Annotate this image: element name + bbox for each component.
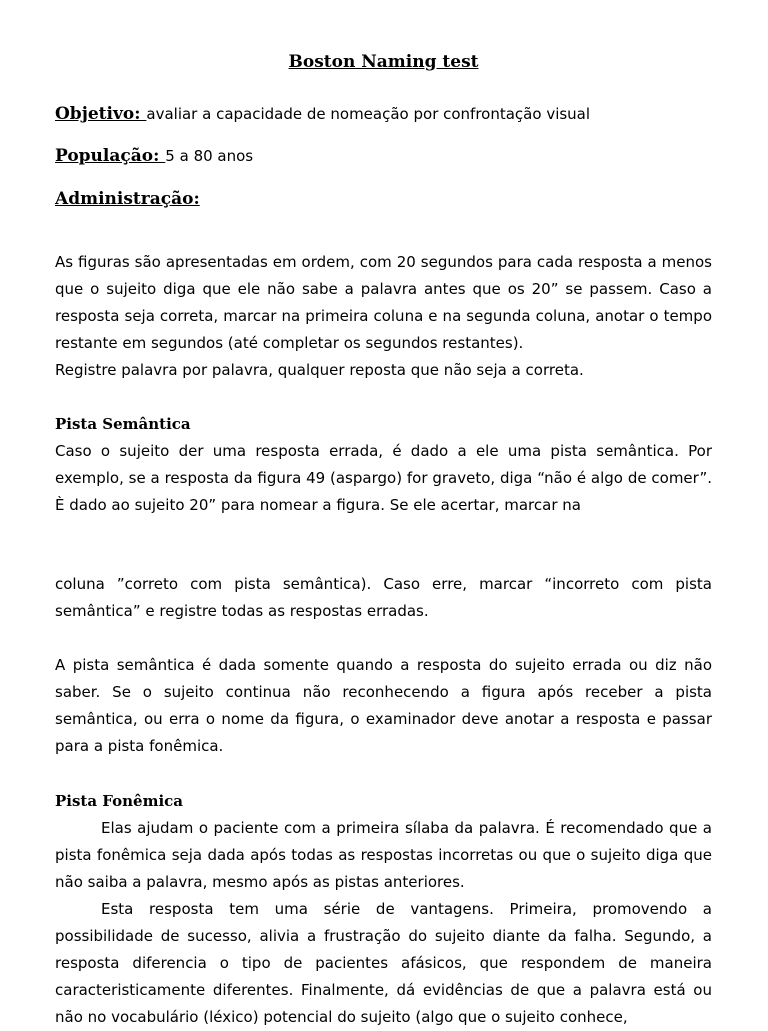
phonemic-cue-text bbox=[55, 815, 712, 1031]
semantic-cue-paragraph-2: A pista semântica é dada somente quando a resposta do sujeito errada ou diz não saber. Se o sujeito continua não reconhecendo a figura após receber a pista semântica, ou erra o nome da figura, o examinador deve anotar a resposta e passar para a pista fonêmica. bbox=[55, 656, 712, 755]
semantic-cue-paragraph-1b: coluna ”correto com pista semântica). Caso erre, marcar “incorreto com pista semântica” e registre todas as respostas erradas. bbox=[55, 575, 712, 620]
phonemic-cue-paragraph-2: Esta resposta tem uma série de vantagens. Primeira, promovendo a possibilidade de sucesso, alivia a frustração do sujeito diante da falha. Segundo, a resposta diferencia o tipo de pacientes afásicos, que respondem de maneira caracteristicamente diferentes. Finalmente, dá evidências de que a palavra está ou não no vocabulário (léxico) potencial do sujeito (algo que o sujeito conhece, bbox=[55, 900, 712, 1026]
objective-text: avaliar a capacidade de nomeação por confrontação visual bbox=[146, 105, 591, 123]
population-text: 5 a 80 anos bbox=[165, 147, 254, 165]
administration-text bbox=[55, 249, 712, 384]
document-title: Boston Naming test bbox=[288, 52, 479, 72]
semantic-cue-heading: Pista Semântica bbox=[55, 415, 191, 433]
population-label: População: bbox=[55, 146, 166, 166]
objective-label: Objetivo: bbox=[55, 104, 147, 124]
administration-heading bbox=[55, 189, 200, 209]
administration-paragraph: As figuras são apresentadas em ordem, com 20 segundos para cada resposta a menos que o sujeito diga que ele não sabe a palavra antes que os 20” se passem. Caso a resposta seja correta, marcar na primeira coluna e na segunda coluna, anotar o tempo restante em segundos (até completar os segundos restantes). bbox=[55, 253, 712, 352]
administration-paragraph-2: Registre palavra por palavra, qualquer reposta que não seja a correta. bbox=[55, 361, 584, 379]
population-line bbox=[55, 146, 253, 166]
administration-label: Administração: bbox=[55, 189, 200, 209]
phonemic-cue-paragraph-1: Elas ajudam o paciente com a primeira sílaba da palavra. É recomendado que a pista fonêmica seja dada após todas as respostas incorretas ou que o sujeito diga que não saiba a palavra, mesmo após as pistas anteriores. bbox=[55, 819, 712, 891]
phonemic-cue-heading: Pista Fonêmica bbox=[55, 792, 183, 810]
objective-line bbox=[55, 104, 590, 124]
semantic-cue-paragraph-1a: Caso o sujeito der uma resposta errada, é dado a ele uma pista semântica. Por exemplo, se a resposta da figura 49 (aspargo) for graveto, diga “não é algo de comer”. È dado ao sujeito 20” para nomear a figura. Se ele acertar, marcar na bbox=[55, 442, 712, 514]
